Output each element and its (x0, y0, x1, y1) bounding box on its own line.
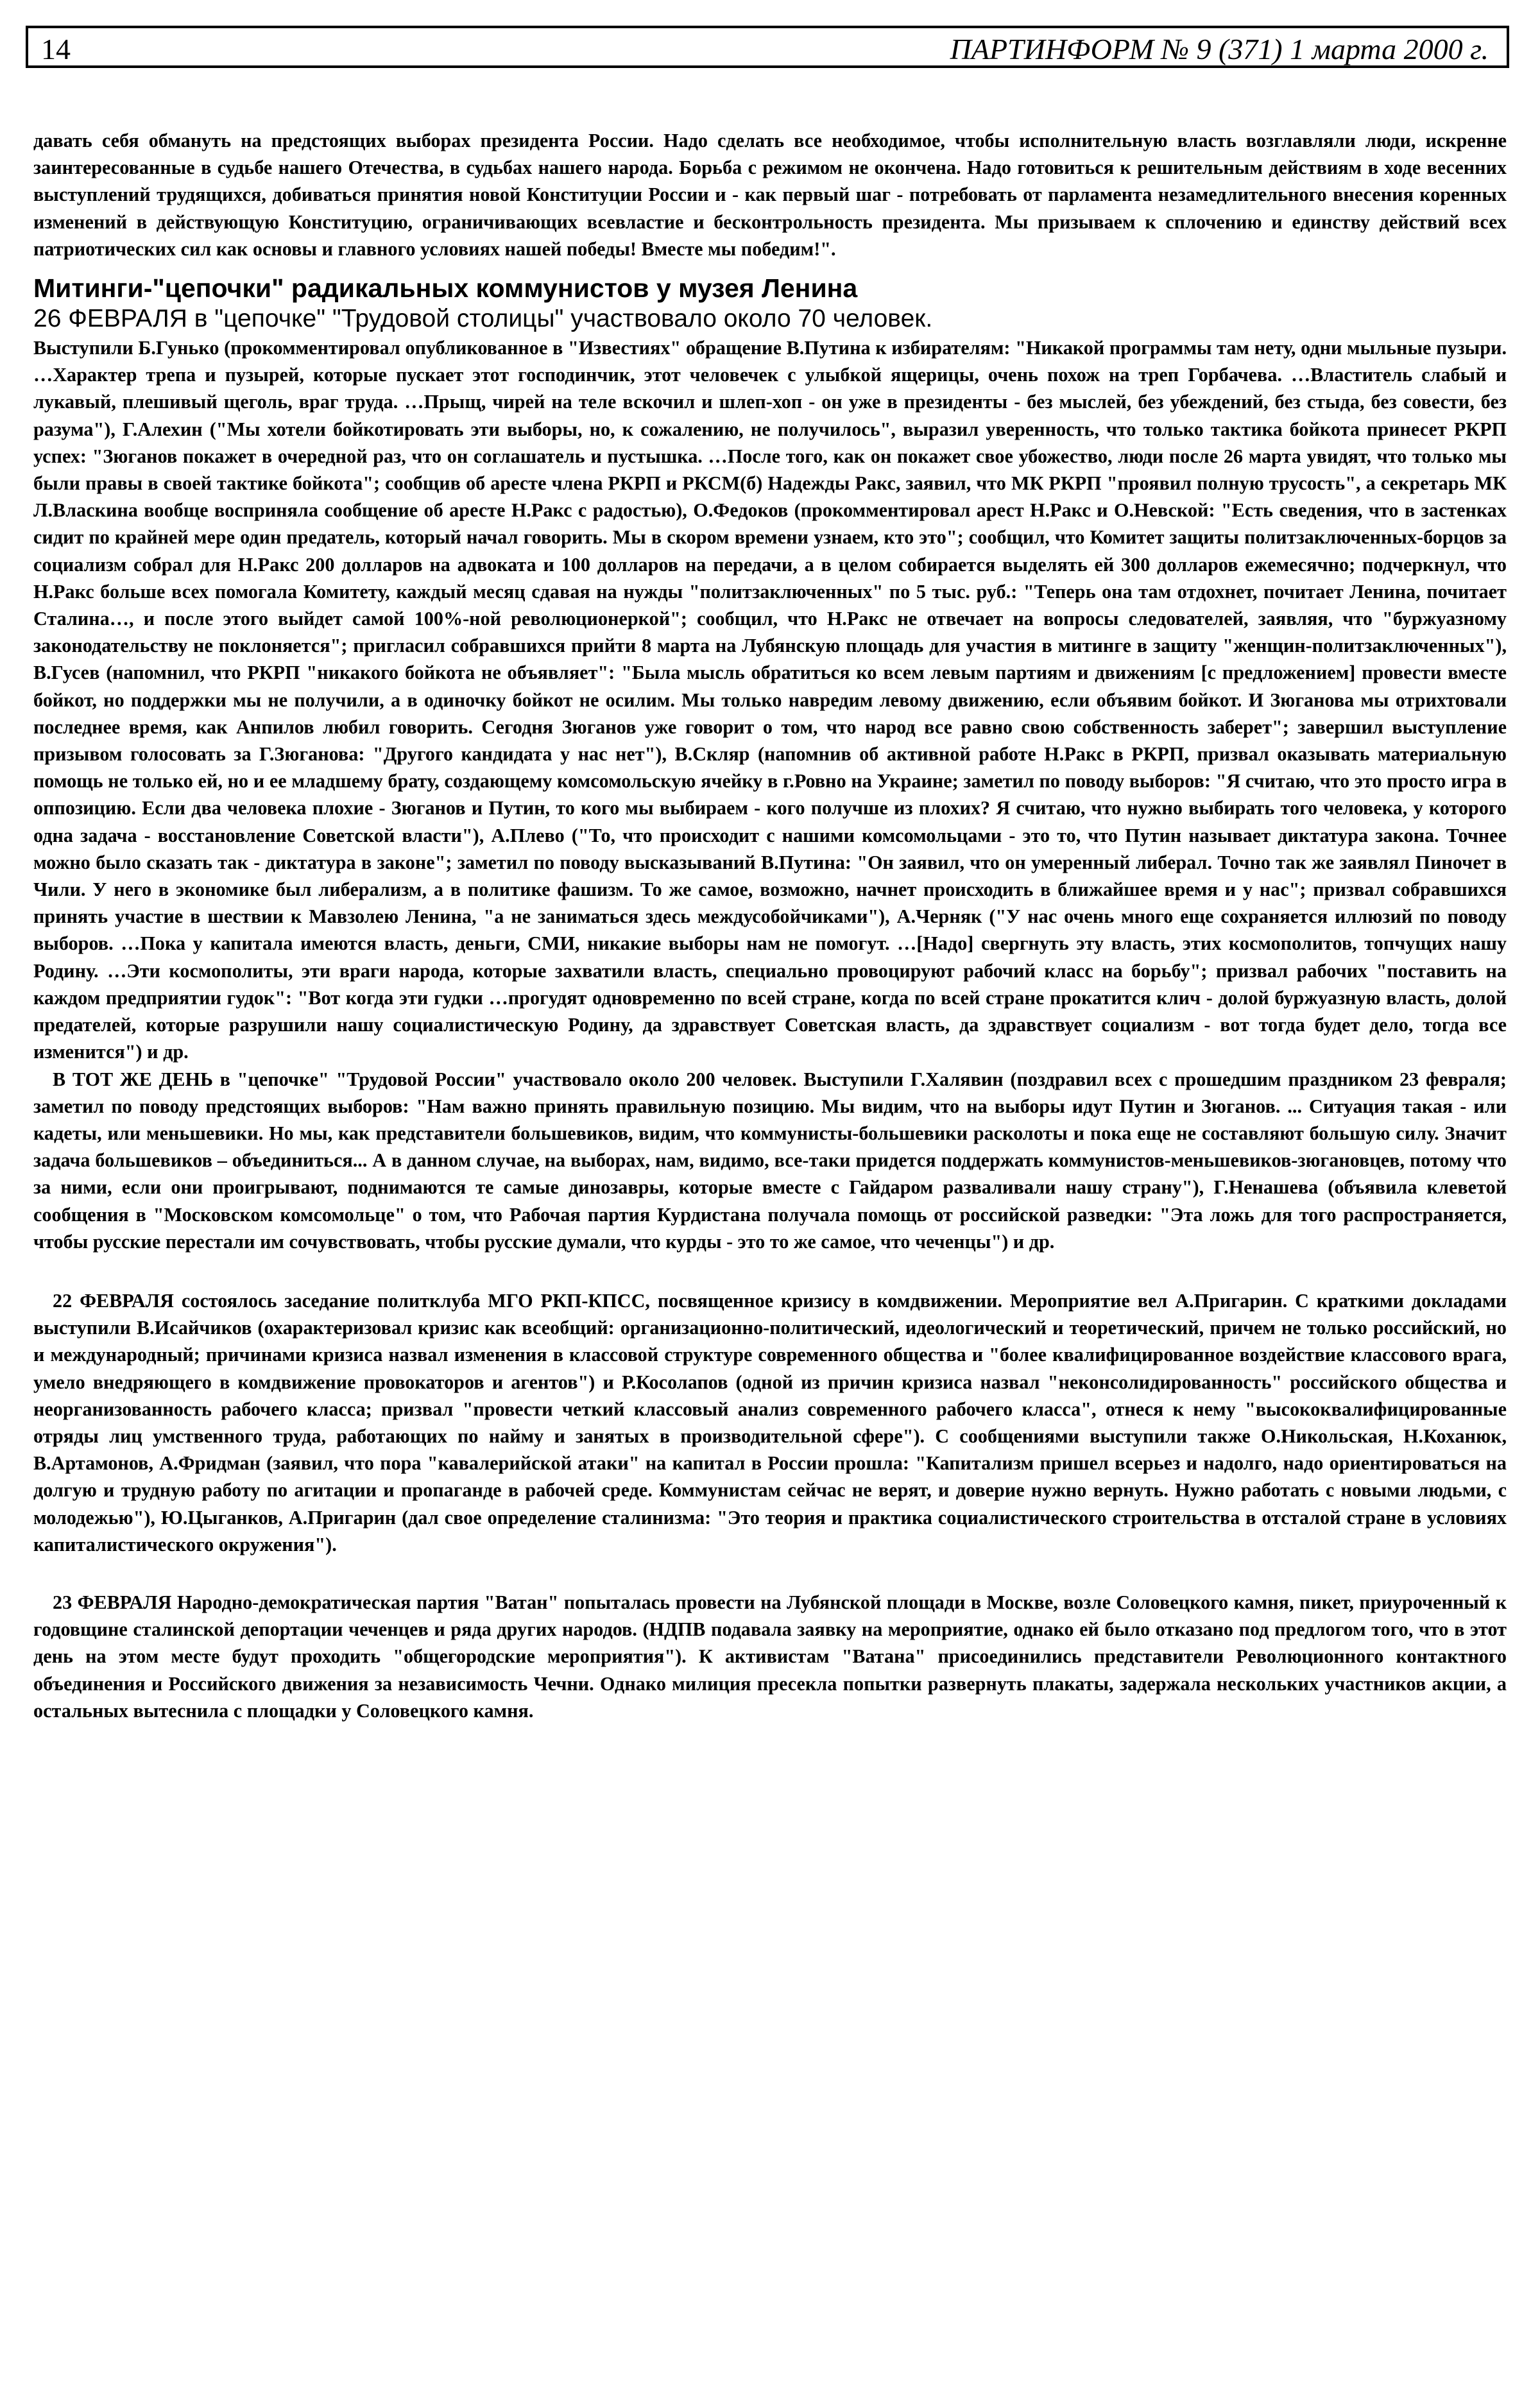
publication-title: ПАРТИНФОРМ № 9 (371) 1 марта 2000 г. (950, 33, 1489, 65)
article-headline: Митинги-"цепочки" радикальных коммунистов у музея Ленина (33, 273, 858, 304)
section-gap (33, 1558, 1507, 1589)
intro-paragraph: давать себя обмануть на предстоящих выборах президента России. Надо сделать все необходимое, чтобы исполнительную власть возглавляли люди, искренне заинтересованные в судьбе нашего Отечества, в судьбах нашего народа. Борьба с режимом не окончена. Надо готовиться к решительным действиям в ходе весенних выступлений трудящихся, добиваться принятия новой Конституции России и - как первый шаг - потребовать от парламента незамедлительного внесения коренных изменений в действующую Конституцию, ограничивающих всевластие и бесконтрольность президента. Мы призываем к сплочению и единству действий всех патриотических сил как основы и главного условиях нашей победы! Вместе мы победим!". (33, 130, 1507, 260)
paragraph-feb22: 22 ФЕВРАЛЯ состоялось заседание политклуба МГО РКП-КПСС, посвященное кризису в комдвижении. Мероприятие вел А.Пригарин. С краткими докладами выступили В.Исайчиков (охарактеризовал кризис как всеобщий: организационно-политический, идеологический и теоретический, причем не только российский, но и международный; причинами кризиса назвал изменения в классовой структуре современного общества и "более квалифицированное воздействие классового врага, умело внедряющего в комдвижение провокаторов и агентов") и Р.Косолапов (одной из причин кризиса назвал "неконсолидированность" российского общества и неорганизованность рабочего класса; призвал "провести четкий классовый анализ современного рабочего класса", отнеся к нему "высококвалифицированные отряды лиц умственного труда, работающих по найму и занятых в производительной сфере"). С сообщениями выступили также О.Никольская, Н.Коханюк, В.Артамонов, А.Фридман (заявил, что пора "кавалерийской атаки" на капитал в России прошла: "Капитализм пришел всерьез и надолго, надо ориентироваться на долгую и трудную работу по агитации и пропаганде в рабочей среде. Коммунистам сейчас не верят, и доверие нужно вернуть. Нужно работать с новыми людьми, с молодежью"), Ю.Цыганков, А.Пригарин (дал свое определение сталинизма: "Это теория и практика социалистического строительства в отсталой стране в условиях капиталистического окружения"). (33, 1289, 1507, 1555)
paragraph-feb23: 23 ФЕВРАЛЯ Народно-демократическая партия "Ватан" попыталась провести на Лубянской площади в Москве, возле Соловецкого камня, пикет, приуроченный к годовщине сталинской депортации чеченцев и ряда других народов. (НДПВ подавала заявку на мероприятие, однако ей было отказано под предлогом того, что в этот день на этом месте будут проходить "общегородские мероприятия"). К активистам "Ватана" присоединились представители Революционного контактного объединения и Российского движения за независимость Чечни. Однако милиция пресекла попытки развернуть плакаты, задержала нескольких участников акции, а остальных вытеснила с площадки у Соловецкого камня. (33, 1591, 1507, 1722)
page-header (26, 26, 1509, 68)
page-number: 14 (41, 33, 71, 65)
page-content (33, 127, 1507, 1724)
section-gap (33, 1255, 1507, 1287)
article-paragraph-1: Выступили Б.Гунько (прокомментировал опубликованное в "Известиях" обращение В.Путина к избирателям: "Никакой программы там нету, одни мыльные пузыри. …Характер трепа и пузырей, которые пускает этот господинчик, этот человечек с улыбкой ящерицы, очень похож на треп Горбачева. …Властитель слабый и лукавый, плешивый щеголь, враг труда. …Прыщ, чирей на теле вскочил и шлеп-хоп - он уже в президенты - без мыслей, без убеждений, без стыда, без совести, без разума"), Г.Алехин ("Мы хотели бойкотировать эти выборы, но, к сожалению, не получилось", выразил уверенность, что только тактика бойкота принесет РКРП успех: "Зюганов покажет в очередной раз, что он соглашатель и пустышка. …После того, как он покажет свое убожество, люди после 26 марта увидят, что только мы были правы в своей тактике бойкота"; сообщив об аресте члена РКРП и РКСМ(б) Надежды Ракс, заявил, что МК РКРП "проявил полную трусость", а секретарь МК Л.Власкина вообще восприняла сообщение об аресте Н.Ракс с радостью), О.Федоков (прокомментировал арест Н.Ракс и О.Невской: "Есть сведения, что в застенках сидит по крайней мере один предатель, который начал говорить. Мы в скором времени узнаем, кто это"; сообщил, что Комитет защиты политзаключенных-борцов за социализм собрал для Н.Ракс 200 долларов на адвоката и 100 долларов на передачи, а в целом собирается выделять ей 300 долларов ежемесячно; подчеркнул, что Н.Ракс больше всех помогала Комитету, каждый месяц сдавая на нужды "политзаключенных" по 5 тыс. руб.: "Теперь она там отдохнет, почитает Ленина, почитает Сталина…, и после этого выйдет самой 100%-ной революционеркой"; сообщил, что Н.Ракс не отвечает на вопросы следователей, заявляя, что "буржуазному законодательству не поклоняется"; пригласил собравшихся прийти 8 марта на Лубянскую площадь для участия в митинге в защиту "женщин-политзаключенных"), В.Гусев (напомнил, что РКРП "никакого бойкота не объявляет": "Была мысль обратиться ко всем левым партиям и движениям [с предложением] провести вместе бойкот, но поддержки мы не получили, а в одиночку бойкот не осилим. Мы только навредим левому движению, если объявим бойкот. И Зюганова мы отрихтовали последнее время, как Анпилов любил говорить. Сегодня Зюганов уже говорит о том, что народ все равно свою собственность заберет"; завершил выступление призывом голосовать за Г.Зюганова: "Другого кандидата у нас нет"), В.Скляр (напомнив об активной работе Н.Ракс в РКРП, призвал оказывать материальную помощь не только ей, но и ее младшему брату, создающему комсомольскую ячейку в г.Ровно на Украине; заметил по поводу выборов: "Я считаю, что это просто игра в оппозицию. Если два человека плохие - Зюганов и Путин, то кого мы выбираем - кого получше из плохих? Я считаю, что нужно выбирать того человека, у которого одна задача - восстановление Советской власти"), А.Плево ("То, что происходит с нашими комсомольцами - это то, что Путин называет диктатура закона. Точнее можно было сказать так - диктатура в законе"; заметил по поводу высказываний В.Путина: "Он заявил, что он умеренный либерал. Точно так же заявлял Пиночет в Чили. У него в экономике был либерализм, а в политике фашизм. То же самое, возможно, начнет происходить в ближайшее время и у нас"; призвал собравшихся принять участие в шествии к Мавзолею Ленина, "а не заниматься здесь междусобойчиками"), А.Черняк ("У нас очень много еще сохраняется иллюзий по поводу выборов. …Пока у капитала имеются власть, деньги, СМИ, никакие выборы нам не помогут. …[Надо] свергнуть эту власть, этих космополитов, топчущих нашу Родину. …Эти космополиты, эти враги народа, которые захватили власть, специально провоцируют рабочий класс на борьбу"; призвал рабочих "поставить на каждом предприятии гудок": "Вот когда эти гудки …прогудят одновременно по всей стране, когда по всей стране прокатится клич - долой буржуазную власть, долой предателей, которые разрушили нашу социалистическую Родину, да здравствует Советская власть, да здравствует социализм - вот тогда будет дело, тогда все изменится") и др. (33, 337, 1507, 1063)
article-subheadline: 26 ФЕВРАЛЯ в "цепочке" "Трудовой столицы" участвовало около 70 человек. (33, 305, 933, 333)
article-paragraph-2: В ТОТ ЖЕ ДЕНЬ в "цепочке" "Трудовой России" участвовало около 200 человек. Выступили Г.Халявин (поздравил всех с прошедшим праздником 23 февраля; заметил по поводу предстоящих выборов: "Нам важно принять правильную позицию. Мы видим, что на выборы идут Путин и Зюганов. ... Ситуация такая - или кадеты, или меньшевики. Но мы, как представители большевиков, видим, что коммунисты-большевики расколоты и пока еще не составляют большую силу. Значит задача большевиков – объединиться... А в данном случае, на выборах, нам, видимо, все-таки придется поддержать коммунистов-меньшевиков-зюгановцев, потому что за ними, если они проигрывают, поднимаются те самые динозавры, которые вместе с Гайдаром разваливали нашу страну"), Г.Ненашева (объявила клеветой сообщения в "Московском комсомольце" о том, что Рабочая партия Курдистана получала помощь от российской разведки: "Эта ложь для того распространяется, чтобы русские перестали им сочувствовать, чтобы русские думали, что курды - это то же самое, что чеченцы") и др. (33, 1068, 1507, 1253)
